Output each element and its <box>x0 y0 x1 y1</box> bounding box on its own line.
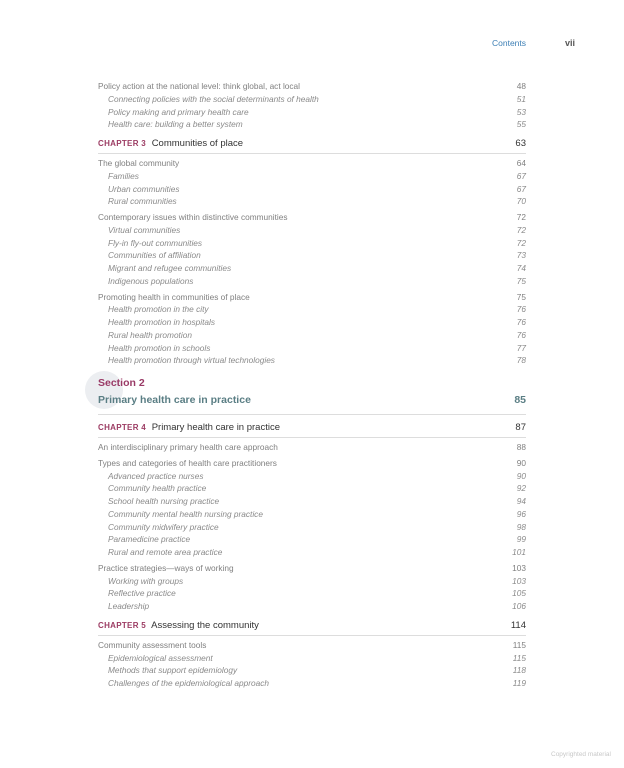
chapter-4-heading[interactable] <box>98 418 526 438</box>
toc-subentry[interactable] <box>98 354 526 367</box>
entry-title: Community health practice <box>108 483 207 494</box>
entry-title: Health promotion through virtual technologies <box>108 355 275 366</box>
entry-title: Challenges of the epidemiological approach <box>108 678 269 688</box>
toc-subentry[interactable] <box>98 237 526 250</box>
section-number: Section 2 <box>98 377 145 389</box>
entry-title: Policy making and primary health care <box>108 106 249 117</box>
entry-title: Indigenous populations <box>108 275 194 286</box>
chapter-3-heading[interactable] <box>98 134 526 154</box>
toc-subentry[interactable] <box>98 170 526 183</box>
toc-subentry[interactable] <box>98 521 526 534</box>
toc-block <box>98 639 526 690</box>
toc-entry[interactable] <box>98 157 526 170</box>
toc-subentry[interactable] <box>98 508 526 521</box>
toc-subentry[interactable] <box>98 600 526 613</box>
entry-page: 51 <box>516 93 526 104</box>
entry-page: 96 <box>516 508 526 519</box>
entry-title: Health promotion in schools <box>108 342 211 353</box>
chapter-title: Primary health care in practice <box>151 422 280 433</box>
entry-title: Paramedicine practice <box>108 534 191 545</box>
chapter-page: 114 <box>510 619 526 631</box>
entry-title: Epidemiological assessment <box>108 652 213 663</box>
section-title: Primary health care in practice <box>98 394 251 406</box>
entry-title: Practice strategies—ways of working <box>98 562 234 573</box>
entry-page: 105 <box>512 588 526 599</box>
entry-title: Leadership <box>108 601 150 611</box>
entry-title: Policy action at the national level: think global, act local <box>98 81 301 91</box>
table-of-contents <box>98 80 526 690</box>
toc-entry[interactable] <box>98 562 526 575</box>
entry-page: 119 <box>512 678 526 688</box>
entry-title: An interdisciplinary primary health care approach <box>98 442 278 452</box>
chapter-title: Assessing the community <box>151 619 259 631</box>
entry-page: 64 <box>516 158 526 168</box>
toc-subentry[interactable] <box>98 93 526 106</box>
toc-subentry[interactable] <box>98 106 526 119</box>
entry-title: Virtual communities <box>108 224 181 235</box>
entry-page: 55 <box>516 119 526 130</box>
toc-subentry[interactable] <box>98 587 526 600</box>
chapter-5-heading[interactable] <box>98 616 526 636</box>
entry-page: 98 <box>516 521 526 532</box>
entry-title: Rural health promotion <box>108 329 192 340</box>
entry-page: 78 <box>516 355 526 366</box>
toc-subentry[interactable] <box>98 470 526 483</box>
entry-title: Rural communities <box>108 196 177 207</box>
entry-title: School health nursing practice <box>108 496 220 506</box>
entry-page: 53 <box>516 106 526 117</box>
entry-page: 76 <box>516 317 526 327</box>
entry-title: Families <box>108 170 139 181</box>
entry-page: 72 <box>516 224 526 235</box>
entry-page: 90 <box>516 457 526 468</box>
toc-subentry[interactable] <box>98 316 526 329</box>
running-head-title: Contents <box>492 38 527 48</box>
entry-title: Communities of affiliation <box>108 250 201 261</box>
entry-title: Types and categories of health care practitioners <box>98 457 277 468</box>
toc-block <box>98 441 526 613</box>
chapter-page: 87 <box>515 422 526 433</box>
toc-subentry[interactable] <box>98 262 526 275</box>
toc-subentry[interactable] <box>98 664 526 677</box>
toc-subentry[interactable] <box>98 495 526 508</box>
chapter-title: Communities of place <box>151 138 244 149</box>
entry-title: Promoting health in communities of place <box>98 291 250 302</box>
toc-block <box>98 80 526 131</box>
entry-title: Migrant and refugee communities <box>108 263 232 273</box>
section-2-heading[interactable] <box>98 375 526 415</box>
entry-title: Health promotion in the city <box>108 304 209 315</box>
toc-subentry[interactable] <box>98 249 526 262</box>
entry-page: 72 <box>516 237 526 248</box>
entry-page: 48 <box>516 81 526 91</box>
entry-page: 101 <box>512 547 526 557</box>
entry-page: 75 <box>516 275 526 286</box>
toc-entry[interactable] <box>98 457 526 470</box>
entry-page: 115 <box>512 639 526 650</box>
entry-page: 103 <box>512 575 526 586</box>
toc-subentry[interactable] <box>98 118 526 131</box>
toc-subentry[interactable] <box>98 533 526 546</box>
entry-page: 77 <box>516 342 526 353</box>
entry-title: Rural and remote area practice <box>108 547 223 557</box>
copyright-watermark: Copyrighted material <box>551 751 611 758</box>
toc-subentry[interactable] <box>98 275 526 288</box>
entry-page: 76 <box>516 329 526 340</box>
entry-page: 70 <box>516 196 526 207</box>
chapter-number: CHAPTER 4 <box>98 423 147 432</box>
entry-page: 103 <box>512 562 526 573</box>
section-page: 85 <box>514 394 526 406</box>
toc-subentry[interactable] <box>98 303 526 316</box>
entry-page: 99 <box>516 534 526 545</box>
entry-title: Fly-in fly-out communities <box>108 237 203 248</box>
entry-page: 92 <box>516 483 526 494</box>
toc-entry[interactable] <box>98 80 526 93</box>
entry-page: 72 <box>516 212 526 222</box>
toc-entry[interactable] <box>98 441 526 454</box>
entry-page: 88 <box>516 442 526 452</box>
toc-subentry[interactable] <box>98 329 526 342</box>
entry-page: 94 <box>516 496 526 506</box>
entry-title: Community assessment tools <box>98 639 207 650</box>
toc-subentry[interactable] <box>98 652 526 665</box>
entry-title: Working with groups <box>108 575 184 586</box>
toc-subentry[interactable] <box>98 195 526 208</box>
entry-page: 67 <box>516 170 526 181</box>
entry-title: Connecting policies with the social determinants of health <box>108 93 319 104</box>
toc-block <box>98 157 526 367</box>
entry-title: Health care: building a better system <box>108 119 243 130</box>
entry-page: 118 <box>512 665 526 676</box>
running-head <box>0 38 624 52</box>
toc-entry[interactable] <box>98 639 526 652</box>
chapter-number: CHAPTER 5 <box>98 620 147 630</box>
toc-entry[interactable] <box>98 291 526 304</box>
toc-subentry[interactable] <box>98 224 526 237</box>
entry-page: 73 <box>516 250 526 261</box>
entry-title: Contemporary issues within distinctive communities <box>98 212 288 222</box>
entry-page: 76 <box>516 304 526 315</box>
entry-title: Community mental health nursing practice <box>108 508 263 519</box>
toc-subentry[interactable] <box>98 575 526 588</box>
entry-page: 115 <box>512 652 526 663</box>
entry-title: Urban communities <box>108 183 180 194</box>
entry-page: 75 <box>516 291 526 302</box>
entry-title: Advanced practice nurses <box>108 470 204 481</box>
toc-subentry[interactable] <box>98 482 526 495</box>
toc-subentry[interactable] <box>98 546 526 559</box>
entry-title: The global community <box>98 158 180 168</box>
entry-title: Health promotion in hospitals <box>108 317 215 327</box>
toc-subentry[interactable] <box>98 677 526 690</box>
chapter-page: 63 <box>515 138 526 149</box>
chapter-number: CHAPTER 3 <box>98 139 147 148</box>
entry-title: Methods that support epidemiology <box>108 665 238 676</box>
entry-page: 90 <box>516 470 526 481</box>
toc-subentry[interactable] <box>98 342 526 355</box>
entry-title: Reflective practice <box>108 588 176 599</box>
toc-subentry[interactable] <box>98 183 526 196</box>
page-number: vii <box>565 38 576 48</box>
entry-page: 67 <box>516 183 526 194</box>
toc-entry[interactable] <box>98 211 526 224</box>
entry-page: 106 <box>512 601 526 611</box>
entry-title: Community midwifery practice <box>108 521 219 532</box>
entry-page: 74 <box>516 263 526 273</box>
